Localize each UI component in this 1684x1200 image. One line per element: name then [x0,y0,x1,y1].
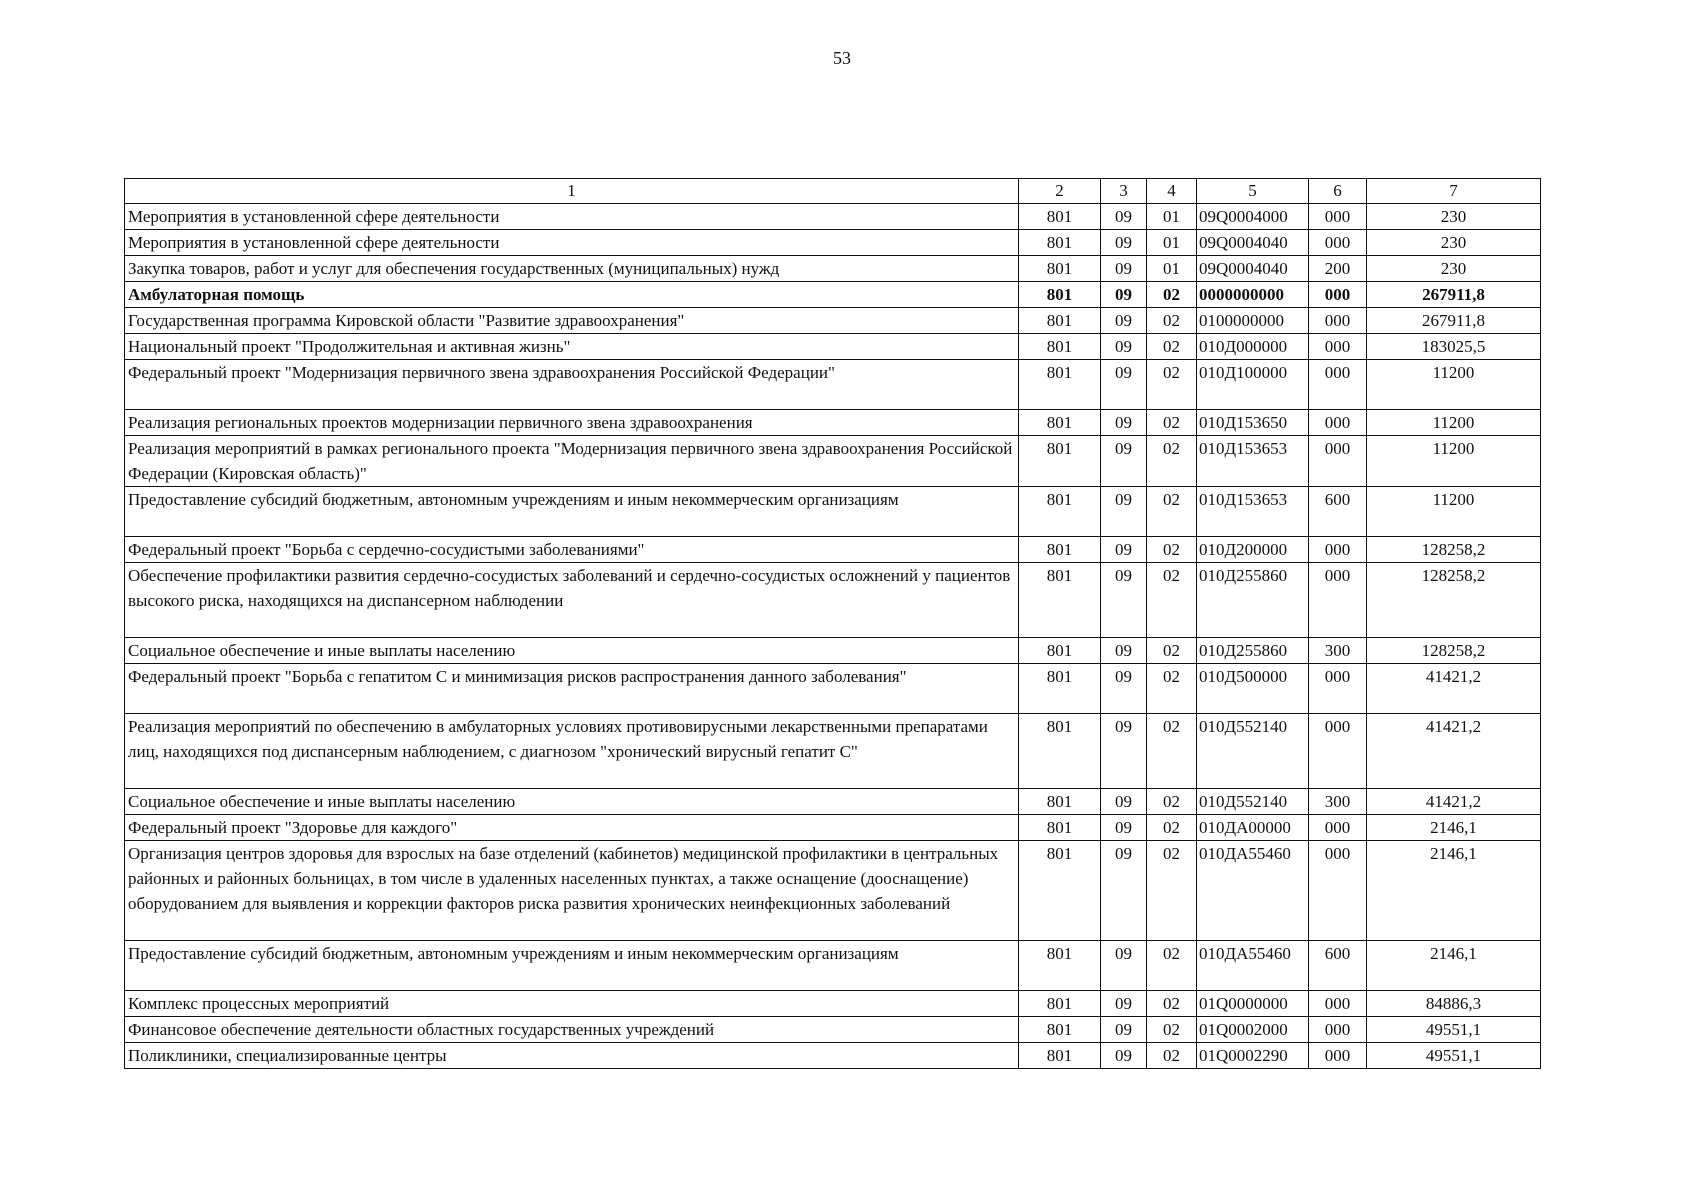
cell-target-article: 010Д153653 [1197,436,1309,487]
table-row [125,638,1541,664]
cell-target-article: 010Д255860 [1197,638,1309,664]
cell-expense-type: 000 [1309,714,1367,789]
cell-subsection: 02 [1147,410,1197,436]
table-header-row [125,179,1541,204]
cell-target-article: 09Q0004040 [1197,256,1309,282]
cell-name: Реализация мероприятий по обеспечению в амбулаторных условиях противовирусными лекарственными препаратами лиц, находящихся под диспансерным наблюдением, с диагнозом "хронический вирусный гепатит С" [125,714,1019,789]
cell-amount: 230 [1367,256,1541,282]
header-col-4: 4 [1147,179,1197,204]
cell-amount: 41421,2 [1367,789,1541,815]
cell-amount: 128258,2 [1367,638,1541,664]
cell-ministry-code: 801 [1019,1017,1101,1043]
cell-name: Федеральный проект "Борьба с гепатитом С и минимизация рисков распространения данного заболевания" [125,664,1019,714]
cell-target-article: 01Q0002000 [1197,1017,1309,1043]
cell-target-article: 010Д200000 [1197,537,1309,563]
cell-section: 09 [1101,282,1147,308]
cell-section: 09 [1101,334,1147,360]
cell-amount: 11200 [1367,436,1541,487]
cell-target-article: 010Д552140 [1197,789,1309,815]
table-row [125,360,1541,410]
cell-subsection: 01 [1147,204,1197,230]
cell-name: Закупка товаров, работ и услуг для обеспечения государственных (муниципальных) нужд [125,256,1019,282]
cell-name: Предоставление субсидий бюджетным, автономным учреждениям и иным некоммерческим организациям [125,941,1019,991]
cell-expense-type: 600 [1309,487,1367,537]
cell-amount: 11200 [1367,410,1541,436]
cell-amount: 49551,1 [1367,1017,1541,1043]
cell-ministry-code: 801 [1019,230,1101,256]
cell-name: Федеральный проект "Борьба с сердечно-сосудистыми заболеваниями" [125,537,1019,563]
cell-subsection: 02 [1147,436,1197,487]
cell-name: Обеспечение профилактики развития сердечно-сосудистых заболеваний и сердечно-сосудистых осложнений у пациентов высокого риска, находящихся на диспансерном наблюдении [125,563,1019,638]
cell-expense-type: 300 [1309,789,1367,815]
cell-target-article: 0000000000 [1197,282,1309,308]
cell-section: 09 [1101,638,1147,664]
cell-expense-type: 000 [1309,282,1367,308]
cell-expense-type: 300 [1309,638,1367,664]
cell-amount: 128258,2 [1367,537,1541,563]
cell-expense-type: 000 [1309,815,1367,841]
cell-amount: 11200 [1367,487,1541,537]
budget-table [124,178,1541,1069]
cell-expense-type: 000 [1309,991,1367,1017]
cell-ministry-code: 801 [1019,256,1101,282]
table-row [125,714,1541,789]
cell-name: Предоставление субсидий бюджетным, автономным учреждениям и иным некоммерческим организациям [125,487,1019,537]
cell-amount: 230 [1367,204,1541,230]
table-row [125,537,1541,563]
cell-name: Организация центров здоровья для взрослых на базе отделений (кабинетов) медицинской профилактики в центральных районных и районных больницах, в том числе в удаленных населенных пунктах, а также оснащение (дооснащение) оборудованием для выявления и коррекции факторов риска развития хронических неинфекционных заболеваний [125,841,1019,941]
cell-name: Государственная программа Кировской области "Развитие здравоохранения" [125,308,1019,334]
cell-name: Национальный проект "Продолжительная и активная жизнь" [125,334,1019,360]
table-row [125,204,1541,230]
cell-name: Федеральный проект "Здоровье для каждого" [125,815,1019,841]
cell-ministry-code: 801 [1019,815,1101,841]
header-col-5: 5 [1197,179,1309,204]
cell-amount: 267911,8 [1367,308,1541,334]
table-row [125,487,1541,537]
cell-section: 09 [1101,789,1147,815]
cell-amount: 230 [1367,230,1541,256]
cell-target-article: 09Q0004040 [1197,230,1309,256]
cell-ministry-code: 801 [1019,638,1101,664]
cell-subsection: 01 [1147,230,1197,256]
cell-target-article: 09Q0004000 [1197,204,1309,230]
cell-name: Федеральный проект "Модернизация первичного звена здравоохранения Российской Федерации" [125,360,1019,410]
cell-expense-type: 000 [1309,334,1367,360]
cell-subsection: 01 [1147,256,1197,282]
cell-target-article: 01Q0000000 [1197,991,1309,1017]
cell-section: 09 [1101,1017,1147,1043]
cell-target-article: 010ДА55460 [1197,941,1309,991]
cell-expense-type: 000 [1309,537,1367,563]
cell-section: 09 [1101,815,1147,841]
cell-subsection: 02 [1147,664,1197,714]
cell-section: 09 [1101,1043,1147,1069]
cell-amount: 41421,2 [1367,714,1541,789]
cell-expense-type: 000 [1309,360,1367,410]
cell-section: 09 [1101,714,1147,789]
table-row [125,1043,1541,1069]
cell-amount: 49551,1 [1367,1043,1541,1069]
header-col-6: 6 [1309,179,1367,204]
cell-subsection: 02 [1147,1017,1197,1043]
cell-target-article: 0100000000 [1197,308,1309,334]
cell-expense-type: 000 [1309,230,1367,256]
table-row [125,334,1541,360]
cell-subsection: 02 [1147,537,1197,563]
cell-name: Мероприятия в установленной сфере деятельности [125,204,1019,230]
cell-ministry-code: 801 [1019,789,1101,815]
cell-name: Реализация мероприятий в рамках регионального проекта "Модернизация первичного звена здравоохранения Российской Федерации (Кировская область)" [125,436,1019,487]
cell-amount: 41421,2 [1367,664,1541,714]
header-col-7: 7 [1367,179,1541,204]
table-row [125,941,1541,991]
cell-name: Мероприятия в установленной сфере деятельности [125,230,1019,256]
cell-subsection: 02 [1147,282,1197,308]
cell-expense-type: 000 [1309,563,1367,638]
cell-name: Реализация региональных проектов модернизации первичного звена здравоохранения [125,410,1019,436]
cell-amount: 2146,1 [1367,841,1541,941]
cell-name: Финансовое обеспечение деятельности областных государственных учреждений [125,1017,1019,1043]
cell-ministry-code: 801 [1019,841,1101,941]
table-row [125,1017,1541,1043]
cell-subsection: 02 [1147,360,1197,410]
cell-expense-type: 000 [1309,436,1367,487]
table-row [125,282,1541,308]
cell-target-article: 010Д552140 [1197,714,1309,789]
cell-expense-type: 000 [1309,308,1367,334]
cell-subsection: 02 [1147,638,1197,664]
cell-section: 09 [1101,991,1147,1017]
cell-target-article: 010ДА00000 [1197,815,1309,841]
table-row [125,256,1541,282]
cell-subsection: 02 [1147,1043,1197,1069]
cell-target-article: 01Q0002290 [1197,1043,1309,1069]
cell-subsection: 02 [1147,487,1197,537]
header-col-1: 1 [125,179,1019,204]
cell-target-article: 010Д255860 [1197,563,1309,638]
cell-ministry-code: 801 [1019,537,1101,563]
cell-ministry-code: 801 [1019,487,1101,537]
cell-ministry-code: 801 [1019,360,1101,410]
cell-expense-type: 200 [1309,256,1367,282]
table-row [125,410,1541,436]
cell-target-article: 010Д153650 [1197,410,1309,436]
table-row [125,436,1541,487]
cell-expense-type: 000 [1309,410,1367,436]
cell-ministry-code: 801 [1019,664,1101,714]
cell-ministry-code: 801 [1019,941,1101,991]
cell-expense-type: 000 [1309,664,1367,714]
table-row [125,230,1541,256]
cell-ministry-code: 801 [1019,282,1101,308]
cell-target-article: 010ДА55460 [1197,841,1309,941]
cell-amount: 183025,5 [1367,334,1541,360]
cell-name: Социальное обеспечение и иные выплаты населению [125,638,1019,664]
cell-subsection: 02 [1147,941,1197,991]
cell-section: 09 [1101,360,1147,410]
table-row [125,664,1541,714]
cell-expense-type: 600 [1309,941,1367,991]
cell-ministry-code: 801 [1019,1043,1101,1069]
header-col-3: 3 [1101,179,1147,204]
cell-amount: 84886,3 [1367,991,1541,1017]
cell-section: 09 [1101,841,1147,941]
cell-subsection: 02 [1147,563,1197,638]
cell-expense-type: 000 [1309,841,1367,941]
cell-section: 09 [1101,941,1147,991]
cell-subsection: 02 [1147,841,1197,941]
cell-expense-type: 000 [1309,1043,1367,1069]
cell-section: 09 [1101,308,1147,334]
cell-name: Социальное обеспечение и иные выплаты населению [125,789,1019,815]
cell-amount: 128258,2 [1367,563,1541,638]
table-row [125,308,1541,334]
cell-target-article: 010Д153653 [1197,487,1309,537]
cell-section: 09 [1101,230,1147,256]
cell-name: Амбулаторная помощь [125,282,1019,308]
cell-ministry-code: 801 [1019,308,1101,334]
cell-ministry-code: 801 [1019,204,1101,230]
table-row [125,815,1541,841]
cell-ministry-code: 801 [1019,991,1101,1017]
cell-subsection: 02 [1147,789,1197,815]
cell-subsection: 02 [1147,334,1197,360]
cell-ministry-code: 801 [1019,436,1101,487]
table-row [125,563,1541,638]
cell-target-article: 010Д000000 [1197,334,1309,360]
cell-expense-type: 000 [1309,204,1367,230]
cell-section: 09 [1101,487,1147,537]
header-col-2: 2 [1019,179,1101,204]
cell-ministry-code: 801 [1019,334,1101,360]
cell-section: 09 [1101,256,1147,282]
table-row [125,841,1541,941]
cell-section: 09 [1101,664,1147,714]
cell-amount: 2146,1 [1367,815,1541,841]
cell-amount: 11200 [1367,360,1541,410]
cell-ministry-code: 801 [1019,410,1101,436]
cell-amount: 2146,1 [1367,941,1541,991]
cell-name: Комплекс процессных мероприятий [125,991,1019,1017]
cell-subsection: 02 [1147,714,1197,789]
cell-section: 09 [1101,410,1147,436]
cell-subsection: 02 [1147,308,1197,334]
cell-target-article: 010Д500000 [1197,664,1309,714]
cell-section: 09 [1101,436,1147,487]
cell-section: 09 [1101,563,1147,638]
table-row [125,991,1541,1017]
cell-section: 09 [1101,204,1147,230]
table-row [125,789,1541,815]
cell-expense-type: 000 [1309,1017,1367,1043]
cell-ministry-code: 801 [1019,563,1101,638]
cell-ministry-code: 801 [1019,714,1101,789]
cell-subsection: 02 [1147,991,1197,1017]
page-number: 53 [833,48,851,68]
cell-target-article: 010Д100000 [1197,360,1309,410]
cell-subsection: 02 [1147,815,1197,841]
cell-section: 09 [1101,537,1147,563]
cell-name: Поликлиники, специализированные центры [125,1043,1019,1069]
cell-amount: 267911,8 [1367,282,1541,308]
